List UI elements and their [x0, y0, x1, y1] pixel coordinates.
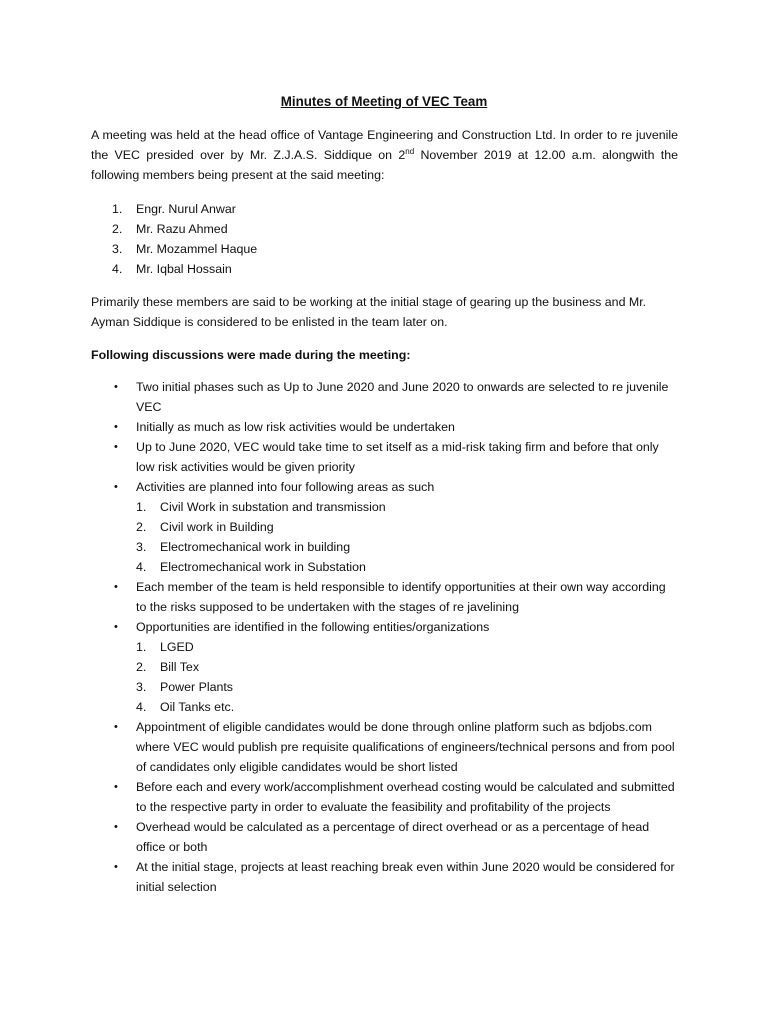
list-number: 1.	[136, 640, 147, 654]
list-item	[136, 517, 678, 537]
bullet-text: Overhead would be calculated as a percentage of direct overhead or as a percentage of head office or both	[136, 820, 650, 854]
member-name: Mr. Razu Ahmed	[136, 222, 228, 236]
list-item	[112, 437, 678, 477]
bullet-icon: •	[114, 481, 118, 493]
bullet-icon: •	[114, 721, 118, 733]
summary-paragraph: Primarily these members are said to be working at the initial stage of gearing up the business and Mr. Ayman Siddique is considered to be enlisted in the team later on.	[91, 295, 647, 329]
list-item-text: Civil Work in substation and transmission	[160, 500, 386, 514]
bullet-text: Each member of the team is held responsible to identify opportunities at their own way according to the risks supposed to be undertaken with the stages of re javelining	[136, 580, 666, 614]
page-title: Minutes of Meeting of VEC Team	[280, 94, 488, 109]
list-number: 1.	[136, 500, 147, 514]
list-item	[112, 417, 678, 437]
list-item	[112, 817, 678, 857]
list-item-text: Power Plants	[160, 680, 234, 694]
list-number: 2.	[136, 520, 147, 534]
list-item	[136, 497, 678, 517]
list-number: 4.	[136, 560, 147, 574]
list-item	[112, 239, 672, 259]
list-item	[136, 697, 678, 717]
list-item-text: Electromechanical work in building	[160, 540, 351, 554]
bullet-icon: •	[114, 441, 118, 453]
list-item-text: Oil Tanks etc.	[160, 700, 235, 714]
list-number: 2.	[136, 660, 147, 674]
bullet-text: Initially as much as low risk activities would be undertaken	[136, 420, 455, 434]
list-item-text: LGED	[160, 640, 194, 654]
bullet-text: Appointment of eligible candidates would be done through online platform such as bdjobs.com where VEC would publish pre requisite qualifications of engineers/technical persons and from pool of candidates only eligible candidates would be short listed	[136, 720, 675, 774]
list-item	[112, 199, 672, 219]
list-item-text: Electromechanical work in Substation	[160, 560, 366, 574]
list-item	[136, 537, 678, 557]
list-item	[136, 637, 678, 657]
bullet-icon: •	[114, 861, 118, 873]
list-item-text: Civil work in Building	[160, 520, 274, 534]
bullet-icon: •	[114, 581, 118, 593]
list-item	[136, 557, 678, 577]
list-number: 4.	[136, 700, 147, 714]
list-number: 3.	[136, 680, 147, 694]
bullet-icon: •	[114, 821, 118, 833]
list-item	[112, 777, 678, 817]
bullet-icon: •	[114, 621, 118, 633]
list-item	[112, 377, 678, 417]
list-number: 4.	[112, 262, 123, 276]
bullet-text: Before each and every work/accomplishment overhead costing would be calculated and submitted to the respective party in order to evaluate the feasibility and profitability of the projects	[136, 780, 675, 814]
member-name: Mr. Iqbal Hossain	[136, 262, 232, 276]
list-item	[112, 717, 678, 777]
list-item	[112, 577, 678, 617]
entities-list	[136, 637, 678, 717]
bullet-text: At the initial stage, projects at least reaching break even within June 2020 would be considered for initial selection	[136, 860, 675, 894]
intro-text-part1: A meeting was held at the head office of Vantage Engineering and Construction Ltd. In order to re juvenile the VEC presided over by Mr. Z.J.A.S. Siddique on 2	[91, 128, 678, 162]
intro-superscript: nd	[405, 146, 415, 156]
activity-areas-list	[136, 497, 678, 577]
member-name: Mr. Mozammel Haque	[136, 242, 258, 256]
list-item	[112, 857, 678, 897]
list-item-text: Bill Tex	[160, 660, 200, 674]
list-number: 3.	[136, 540, 147, 554]
bullet-text: Opportunities are identified in the following entities/organizations	[136, 620, 490, 634]
list-item	[136, 677, 678, 697]
list-item	[112, 617, 678, 717]
bullet-text: Two initial phases such as Up to June 2020 and June 2020 to onwards are selected to re juvenile VEC	[136, 380, 669, 414]
list-item	[112, 477, 678, 577]
list-number: 2.	[112, 222, 123, 236]
bullet-icon: •	[114, 421, 118, 433]
list-item	[112, 219, 672, 239]
bullet-icon: •	[114, 781, 118, 793]
bullet-text: Up to June 2020, VEC would take time to set itself as a mid-risk taking firm and before that only low risk activities would be given priority	[136, 440, 659, 474]
list-number: 1.	[112, 202, 123, 216]
list-item	[136, 657, 678, 677]
bullet-text: Activities are planned into four following areas as such	[136, 480, 435, 494]
intro-paragraph	[91, 125, 678, 185]
members-list	[112, 199, 672, 279]
discussion-heading: Following discussions were made during the meeting:	[91, 348, 411, 362]
intro-text-part2: November 2019 at 12.00 a.m. alongwith the following members being present at the said meeting:	[91, 148, 678, 182]
bullet-icon: •	[114, 381, 118, 393]
list-item	[112, 259, 672, 279]
member-name: Engr. Nurul Anwar	[136, 202, 236, 216]
list-number: 3.	[112, 242, 123, 256]
discussion-list	[112, 377, 678, 897]
